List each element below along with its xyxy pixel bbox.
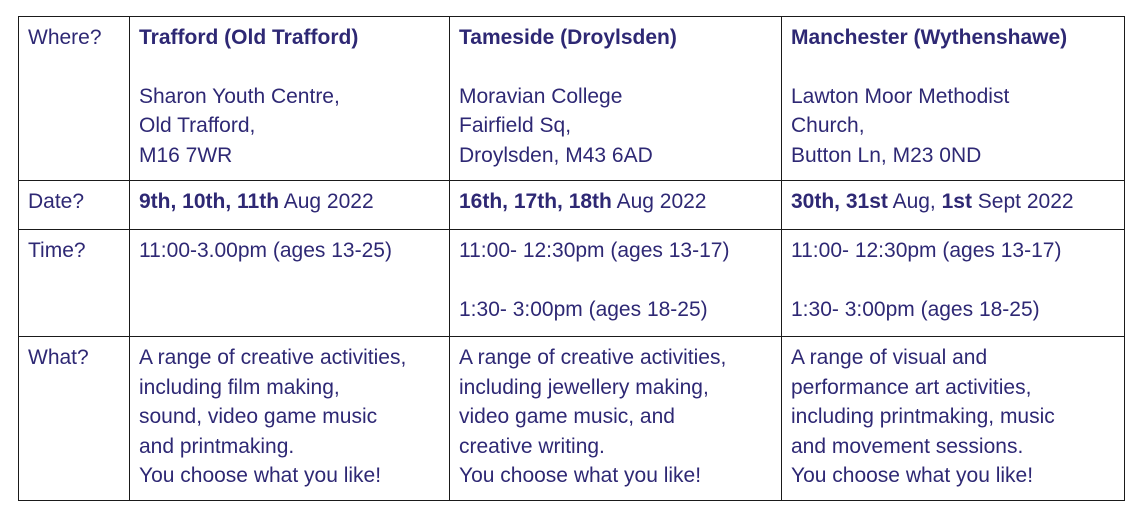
address-line: Fairfield Sq, — [459, 114, 572, 137]
time-cell-trafford — [130, 230, 450, 337]
activity-line: A range of visual and — [791, 346, 988, 369]
time-slot: 11:00- 12:30pm (ages 13-17) — [791, 239, 1062, 262]
activity-line: and printmaking. — [139, 434, 295, 458]
address-line: M16 7WR — [139, 143, 233, 167]
activity-line: including jewellery making, — [459, 375, 709, 399]
time-slot: 1:30- 3:00pm (ages 18-25) — [459, 297, 708, 321]
date-days: 30th, 31st — [791, 190, 888, 213]
event-schedule-table — [18, 16, 1125, 501]
date-days: 1st — [941, 190, 972, 213]
time-cell-tameside — [450, 230, 782, 337]
date-month: Aug 2022 — [611, 190, 707, 213]
date-cell-manchester — [782, 181, 1125, 230]
what-cell-trafford — [130, 337, 450, 501]
time-slot: 11:00- 12:30pm (ages 13-17) — [459, 239, 730, 262]
address-line: Button Ln, M23 0ND — [791, 143, 982, 167]
what-label: What? — [19, 337, 130, 501]
activity-line: You choose what you like! — [459, 464, 702, 487]
activity-line: sound, video game music — [139, 405, 378, 428]
date-days: 16th, 17th, 18th — [459, 190, 612, 213]
venue-title: Tameside (Droylsden) — [459, 26, 677, 49]
address-line: Lawton Moor Methodist — [791, 84, 1010, 108]
what-cell-tameside — [450, 337, 782, 501]
time-label: Time? — [19, 230, 130, 337]
date-month: Sept 2022 — [971, 190, 1074, 213]
where-cell-tameside — [450, 17, 782, 181]
time-cell-manchester — [782, 230, 1125, 337]
activity-line: performance art activities, — [791, 375, 1032, 399]
what-row — [19, 337, 1125, 501]
date-days: 9th, 10th, 11th — [139, 190, 280, 213]
date-cell-tameside — [450, 181, 782, 230]
activity-line: video game music, and — [459, 405, 675, 428]
activity-line: You choose what you like! — [139, 464, 382, 487]
address-line: Old Trafford, — [139, 114, 256, 137]
what-cell-manchester — [782, 337, 1125, 501]
where-label: Where? — [19, 17, 130, 181]
venue-title: Trafford (Old Trafford) — [139, 26, 359, 49]
activity-line: A range of creative activities, — [139, 346, 407, 369]
address-line: Moravian College — [459, 84, 623, 108]
address-line: Church, — [791, 114, 865, 137]
venue-title: Manchester (Wythenshawe) — [791, 26, 1068, 49]
activity-line: You choose what you like! — [791, 464, 1034, 487]
activity-line: creative writing. — [459, 434, 605, 458]
date-cell-trafford — [130, 181, 450, 230]
time-row — [19, 230, 1125, 337]
date-label: Date? — [19, 181, 130, 230]
where-row — [19, 17, 1125, 181]
address-line: Droylsden, M43 6AD — [459, 143, 653, 167]
activity-line: including printmaking, music — [791, 405, 1055, 428]
date-month: Aug 2022 — [279, 190, 374, 213]
date-row — [19, 181, 1125, 230]
time-slot: 1:30- 3:00pm (ages 18-25) — [791, 297, 1040, 321]
address-line: Sharon Youth Centre, — [139, 84, 340, 108]
date-month: Aug, — [887, 190, 942, 213]
activity-line: including film making, — [139, 375, 340, 399]
time-slot: 11:00-3.00pm (ages 13-25) — [139, 239, 392, 262]
where-cell-manchester — [782, 17, 1125, 181]
activity-line: A range of creative activities, — [459, 346, 727, 369]
activity-line: and movement sessions. — [791, 434, 1024, 458]
where-cell-trafford — [130, 17, 450, 181]
